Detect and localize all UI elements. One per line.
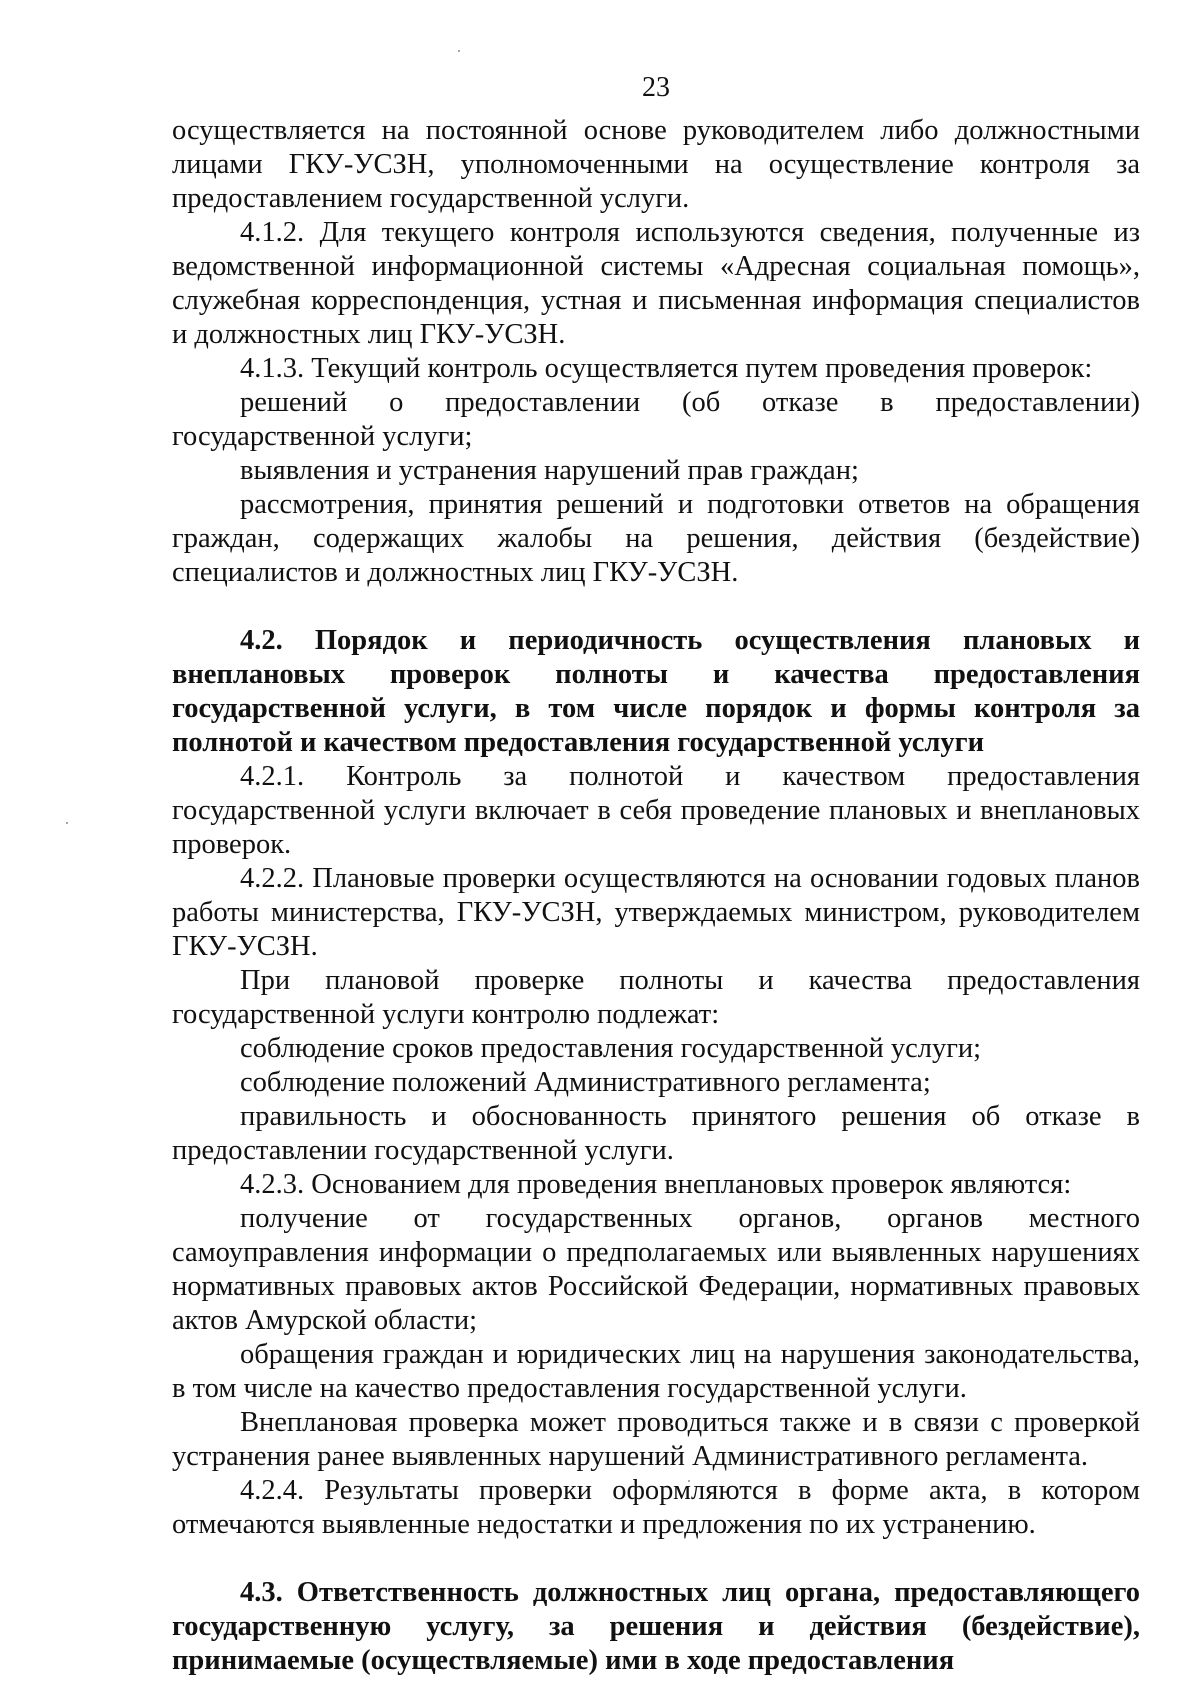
paragraph: При плановой проверке полноты и качества предоставления государственной услуги контролю подлежат: — [172, 965, 1140, 1030]
scan-speck — [66, 822, 68, 824]
scan-speck — [458, 50, 460, 52]
paragraph: 4.2.3. Основанием для проведения внеплановых проверок являются: — [240, 1169, 1072, 1200]
paragraph: решений о предоставлении (об отказе в предоставлении) государственной услуги; — [172, 387, 1140, 452]
section-heading-4-3: 4.3. Ответственность должностных лиц органа, предоставляющего государственную услугу, за решения и действия (бездействие), принимаемые (осуществляемые) ими в ходе предоставления — [172, 1577, 1140, 1676]
paragraph: 4.2.1. Контроль за полнотой и качеством предоставления государственной услуги включает в себя проведение плановых и внеплановых проверок. — [172, 761, 1140, 860]
paragraph: обращения граждан и юридических лиц на нарушения законодательства, в том числе на качество предоставления государственной услуги. — [172, 1339, 1140, 1404]
paragraph: Внеплановая проверка может проводиться также и в связи с проверкой устранения ранее выявленных нарушений Административного регламента. — [172, 1407, 1140, 1472]
paragraph: 4.1.2. Для текущего контроля используются сведения, полученные из ведомственной информационной системы «Адресная социальная помощь», служебная корреспонденция, устная и письменная информация специалистов и должностных лиц ГКУ-УСЗН. — [172, 217, 1140, 350]
paragraph: соблюдение сроков предоставления государственной услуги; — [240, 1033, 982, 1064]
page-number: 23 — [642, 72, 670, 103]
paragraph: осуществляется на постоянной основе руководителем либо должностными лицами ГКУ-УСЗН, уполномоченными на осуществление контроля за предоставлением государственной услуги. — [172, 115, 1140, 214]
paragraph: 4.1.3. Текущий контроль осуществляется путем проведения проверок: — [240, 353, 1093, 384]
paragraph: правильность и обоснованность принятого решения об отказе в предоставлении государственной услуги. — [172, 1101, 1140, 1166]
document-page — [172, 70, 1140, 1678]
paragraph: 4.2.2. Плановые проверки осуществляются на основании годовых планов работы министерства, ГКУ-УСЗН, утверждаемых министром, руководителем ГКУ-УСЗН. — [172, 863, 1140, 962]
paragraph: получение от государственных органов, органов местного самоуправления информации о предполагаемых или выявленных нарушениях нормативных правовых актов Российской Федерации, нормативных правовых актов Амурской области; — [172, 1203, 1140, 1336]
paragraph: 4.2.4. Результаты проверки оформляются в форме акта, в котором отмечаются выявленные недостатки и предложения по их устранению. — [172, 1475, 1140, 1540]
paragraph: соблюдение положений Административного регламента; — [240, 1067, 931, 1098]
paragraph: рассмотрения, принятия решений и подготовки ответов на обращения граждан, содержащих жалобы на решения, действия (бездействие) специалистов и должностных лиц ГКУ-УСЗН. — [172, 489, 1140, 588]
section-heading-4-2: 4.2. Порядок и периодичность осуществления плановых и внеплановых проверок полноты и качества предоставления государственной услуги, в том числе порядок и формы контроля за полнотой и качеством предоставления государственной услуги — [172, 625, 1140, 758]
paragraph: выявления и устранения нарушений прав граждан; — [240, 455, 859, 486]
